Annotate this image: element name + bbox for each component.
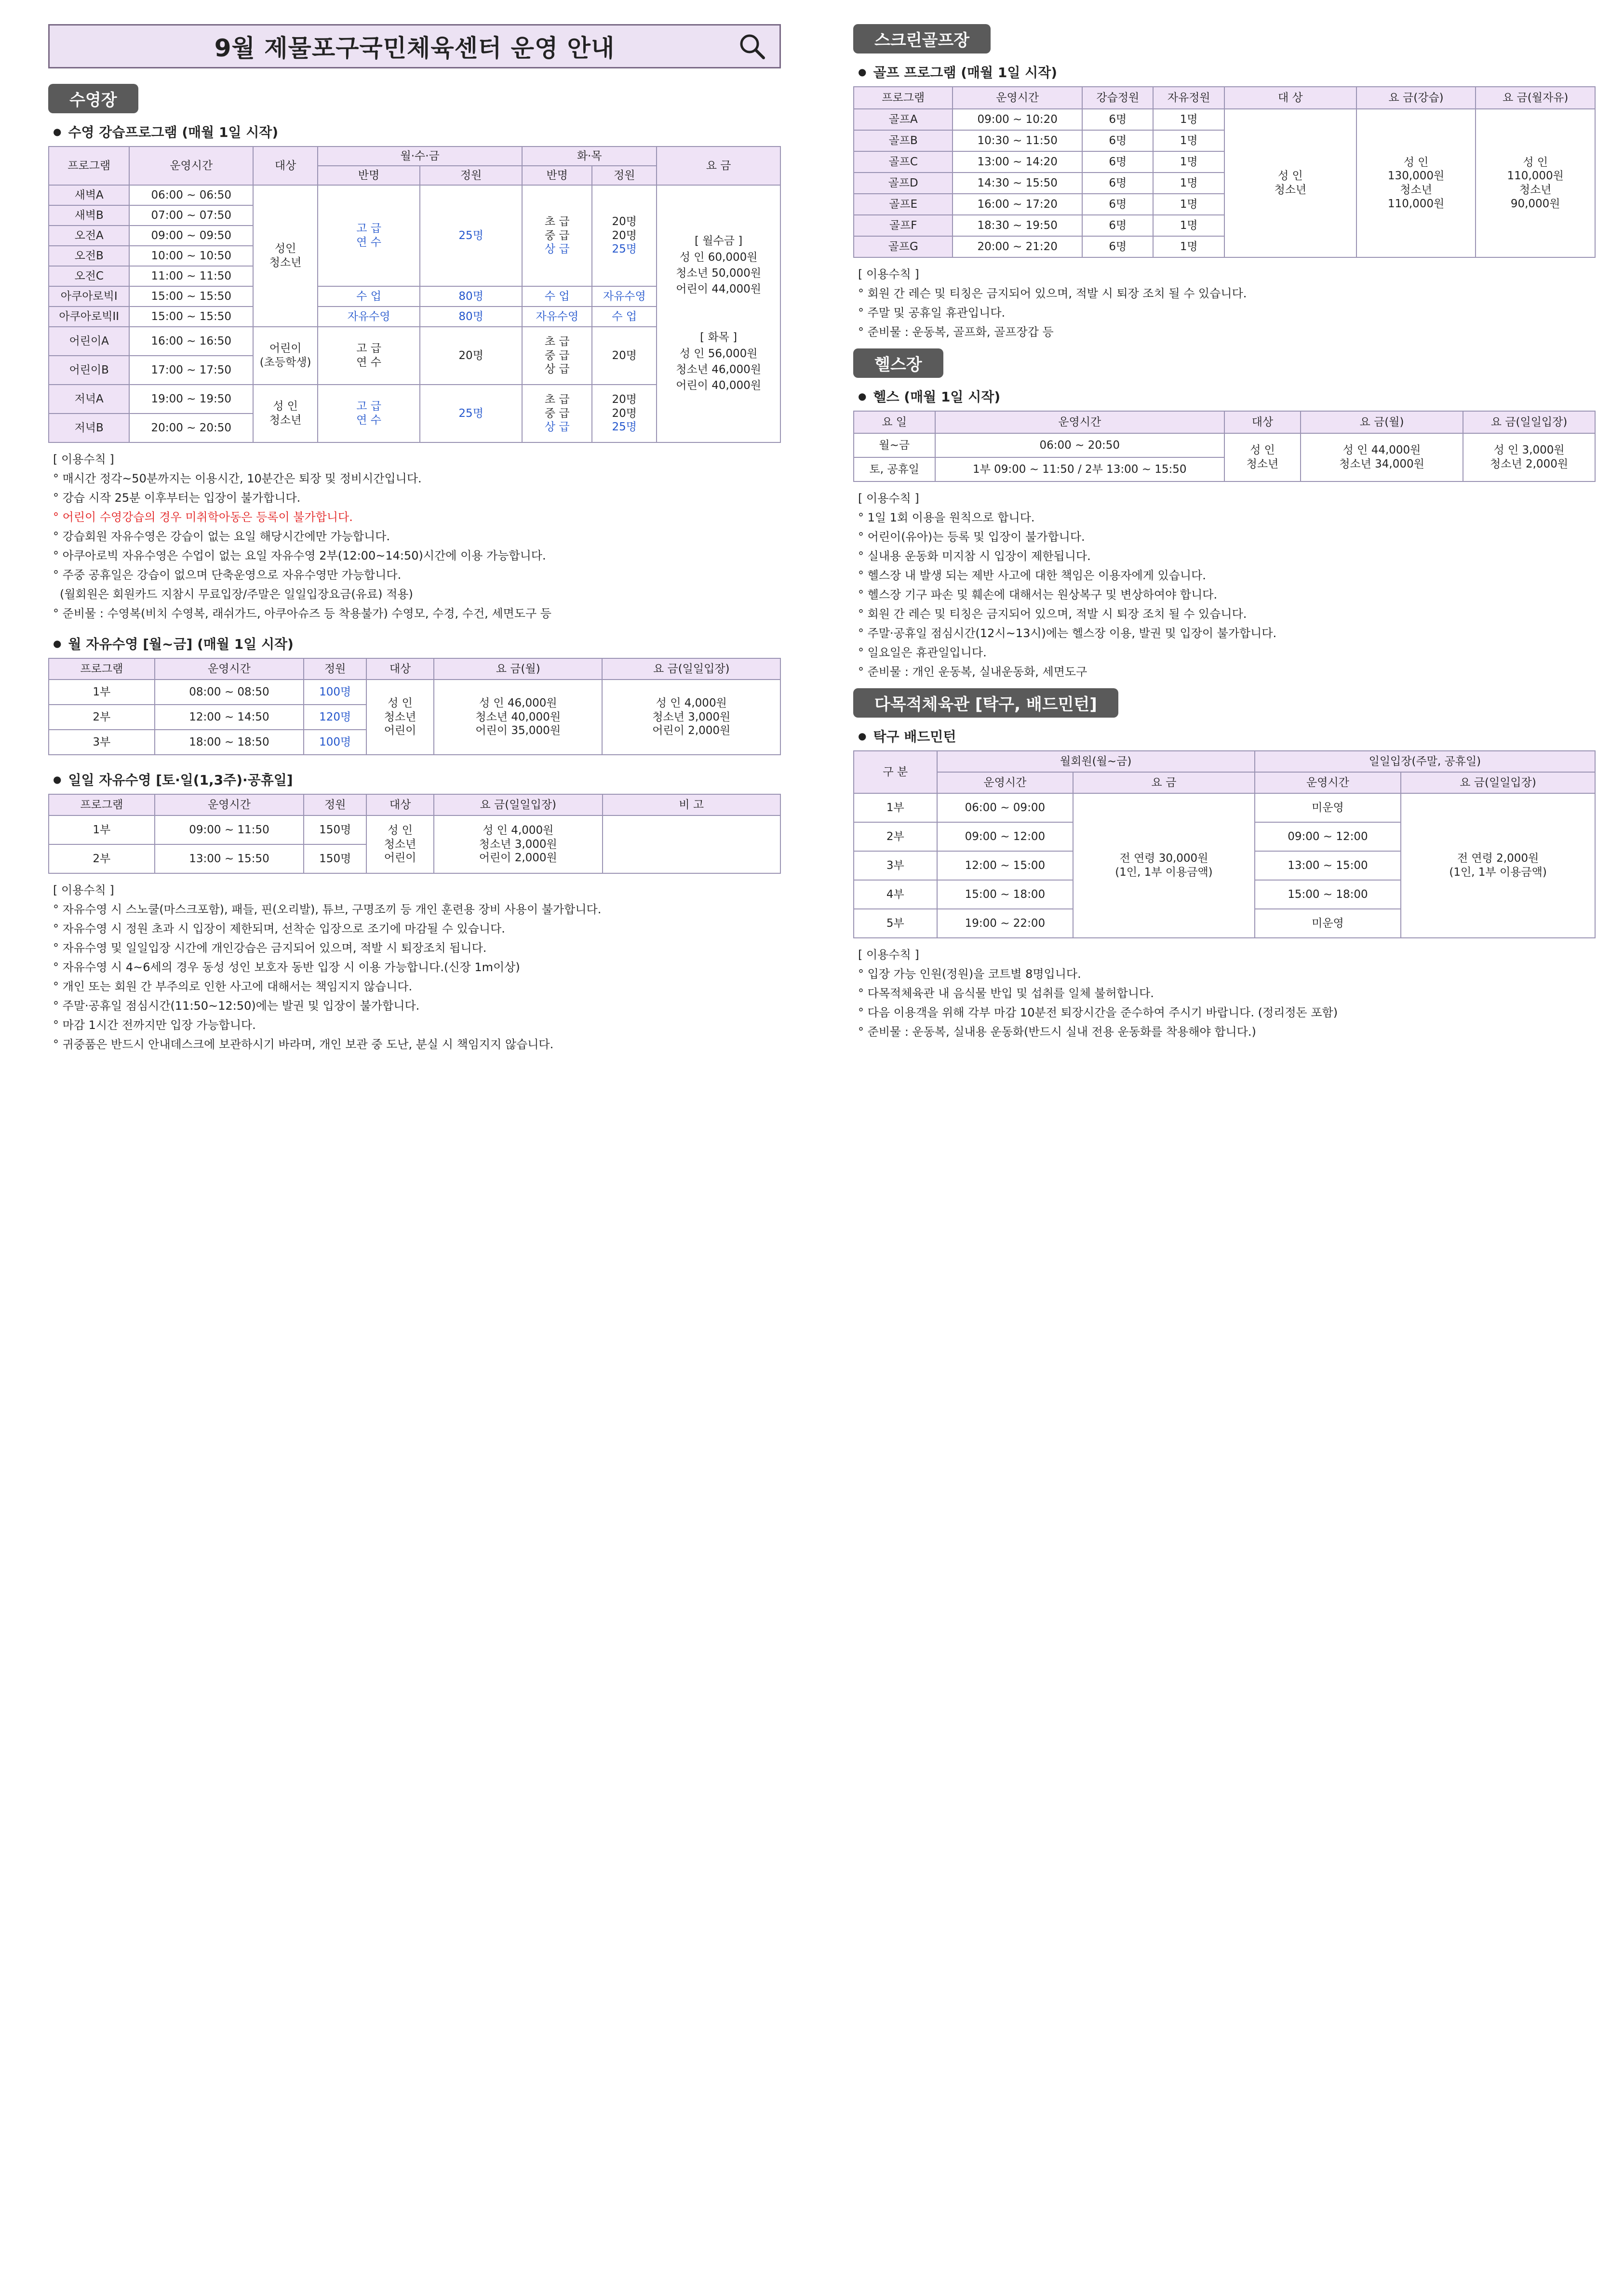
table-cell: [ 월수금 ] 성 인 60,000원 청소년 50,000원 어린이 44,000원 [ 화목 ] 성 인 56,000원 청소년 46,000원 어린이 40,000원 [657, 185, 780, 442]
table-cell [603, 815, 780, 873]
rule-item: ° 어린이(유아)는 등록 및 입장이 불가합니다. [858, 530, 1085, 544]
table-cell: 전 연령 2,000원 (1인, 1부 이용금액) [1401, 793, 1595, 938]
table-cell: 성 인 청소년 [1224, 109, 1356, 257]
table-cell: 18:00 ~ 18:50 [155, 730, 304, 755]
th-program: 프로그램 [49, 658, 155, 680]
table-cell: 20명 20명 25명 [592, 185, 657, 286]
th-fee-month: 요 금(월) [1301, 411, 1463, 433]
table-cell: 새벽A [49, 185, 129, 205]
rule-item: ° 입장 가능 인원(정원)을 코트별 8명입니다. [858, 967, 1081, 981]
th-time: 운영시간 [935, 411, 1224, 433]
th-daily: 일일입장(주말, 공휴일) [1255, 751, 1595, 772]
table-cell: 80명 [420, 286, 522, 307]
table-cell: 13:00 ~ 14:20 [953, 151, 1082, 173]
table-cell: 자유수영 [522, 307, 592, 327]
th-time: 운영시간 [1255, 772, 1401, 793]
th-cap: 정원 [304, 658, 366, 680]
rule-item: ° 주말 및 공휴일 휴관입니다. [858, 306, 1006, 320]
th-time: 운영시간 [937, 772, 1073, 793]
table-cell: 10:00 ~ 10:50 [129, 246, 253, 266]
table-cell: 10:30 ~ 11:50 [953, 130, 1082, 151]
table-cell: 11:00 ~ 11:50 [129, 266, 253, 286]
gym-table [853, 411, 1596, 482]
th-time: 운영시간 [155, 794, 304, 815]
table-cell: 성 인 46,000원 청소년 40,000원 어린이 35,000원 [434, 680, 603, 755]
table-cell: 저녁B [49, 414, 129, 442]
table-cell: 6명 [1082, 130, 1153, 151]
golf-title: ● 골프 프로그램 (매월 1일 시작) [858, 62, 1596, 81]
rules-title: [ 이용수칙 ] [858, 948, 919, 961]
th-fee: 요 금 [1073, 772, 1255, 793]
table-cell: 15:00 ~ 18:00 [937, 880, 1073, 909]
th-target: 대상 [253, 147, 318, 185]
table-cell: 06:00 ~ 20:50 [935, 433, 1224, 457]
rule-item: ° 헬스장 내 발생 되는 제반 사고에 대한 책임은 이용자에게 있습니다. [858, 569, 1206, 582]
table-cell: 미운영 [1255, 909, 1401, 938]
table-cell: 골프D [854, 173, 953, 194]
golf-table [853, 86, 1596, 258]
table-cell: 성 인 4,000원 청소년 3,000원 어린이 2,000원 [602, 680, 780, 755]
table-cell: 골프C [854, 151, 953, 173]
table-cell: 14:30 ~ 15:50 [953, 173, 1082, 194]
table-cell: 토, 공휴일 [854, 457, 935, 481]
table-cell: 수 업 [592, 307, 657, 327]
table-cell: 아쿠아로빅II [49, 307, 129, 327]
table-cell: 오전A [49, 226, 129, 246]
table-cell: 25명 [420, 185, 522, 286]
rule-item: ° 어린이 수영강습의 경우 미취학아동은 등록이 불가합니다. [53, 510, 353, 524]
table-cell: 100명 [304, 730, 366, 755]
table-cell: 어린이A [49, 327, 129, 356]
rule-item: ° 준비물 : 수영복(비치 수영복, 래쉬가드, 아쿠아슈즈 등 착용불가) 수영모, 수경, 수건, 세면도구 등 [53, 607, 551, 620]
table-cell: 고 급 연 수 [318, 327, 420, 385]
rule-item: ° 다목적체육관 내 음식물 반입 및 섭취를 일체 불허합니다. [858, 987, 1154, 1000]
table-cell: 새벽B [49, 205, 129, 226]
th-lesson-cap: 강습정원 [1082, 87, 1153, 109]
th-program: 프로그램 [49, 794, 155, 815]
table-cell: 1명 [1153, 109, 1224, 130]
section-pool: 수영장 [48, 84, 138, 113]
table-cell: 골프G [854, 236, 953, 257]
th-tt: 화·목 [522, 147, 657, 166]
rule-item: ° 자유수영 시 4~6세의 경우 동성 성인 보호자 동반 입장 시 이용 가능합니다.(신장 1m이상) [53, 961, 520, 974]
table-cell: 20명 [420, 327, 522, 385]
th-fee-month: 요 금(월자유) [1476, 87, 1595, 109]
th-day: 요 일 [854, 411, 935, 433]
rule-item: ° 마감 1시간 전까지만 입장 가능합니다. [53, 1018, 256, 1032]
th-class: 반명 [522, 166, 592, 185]
table-cell: 19:00 ~ 22:00 [937, 909, 1073, 938]
th-monthly: 월회원(월~금) [937, 751, 1255, 772]
table-cell: 2부 [49, 844, 155, 873]
table-cell: 초 급 중 급 상 급 [522, 385, 592, 442]
rules-title: [ 이용수칙 ] [858, 492, 919, 505]
daily-free-title: ● 일일 자유수영 [토·일(1,3주)·공휴일] [53, 770, 781, 789]
table-cell: 1부 [49, 680, 155, 705]
search-icon[interactable] [738, 32, 766, 60]
rule-item: ° 자유수영 및 일일입장 시간에 개인강습은 금지되어 있으며, 적발 시 퇴장조치 됩니다. [53, 941, 487, 955]
table-cell: 15:00 ~ 15:50 [129, 286, 253, 307]
table-cell: 수 업 [318, 286, 420, 307]
rules-title: [ 이용수칙 ] [53, 453, 114, 466]
table-cell: 19:00 ~ 19:50 [129, 385, 253, 414]
table-cell: 미운영 [1255, 793, 1401, 822]
table-cell: 골프E [854, 194, 953, 215]
table-cell: 6명 [1082, 236, 1153, 257]
table-cell: 1부 09:00 ~ 11:50 / 2부 13:00 ~ 15:50 [935, 457, 1224, 481]
table-cell: 고 급 연 수 [318, 385, 420, 442]
right-column [853, 24, 1596, 1041]
th-cap: 정원 [592, 166, 657, 185]
table-cell: 성 인 44,000원 청소년 34,000원 [1301, 433, 1463, 481]
rule-item: (월회원은 회원카드 지참시 무료입장/주말은 일일입장요금(유료) 적용) [60, 587, 413, 601]
table-cell: 수 업 [522, 286, 592, 307]
table-cell: 15:00 ~ 18:00 [1255, 880, 1401, 909]
rule-item: ° 주말·공휴일 점심시간(12시~13시)에는 헬스장 이용, 발권 및 입장이 불가합니다. [858, 627, 1277, 640]
table-cell: 12:00 ~ 14:50 [155, 705, 304, 730]
table-cell: 성 인 110,000원 청소년 90,000원 [1476, 109, 1595, 257]
th-target: 대상 [366, 794, 434, 815]
page-banner [48, 24, 781, 68]
th-fee-day: 요 금(일일입장) [1401, 772, 1595, 793]
table-cell: 자유수영 [318, 307, 420, 327]
rule-item: ° 자유수영 시 정원 초과 시 입장이 제한되며, 선착순 입장으로 조기에 마감될 수 있습니다. [53, 922, 505, 935]
table-cell: 20명 20명 25명 [592, 385, 657, 442]
section-gym: 헬스장 [853, 348, 943, 378]
table-cell: 20:00 ~ 20:50 [129, 414, 253, 442]
pool-lesson-table [48, 146, 781, 443]
table-cell: 6명 [1082, 109, 1153, 130]
th-cap: 정원 [420, 166, 522, 185]
th-time: 운영시간 [953, 87, 1082, 109]
rule-item: ° 실내용 운동화 미지참 시 입장이 제한됩니다. [858, 549, 1091, 563]
table-cell: 성 인 130,000원 청소년 110,000원 [1356, 109, 1476, 257]
rules-title: [ 이용수칙 ] [858, 267, 919, 281]
table-cell: 4부 [854, 880, 937, 909]
table-cell: 09:00 ~ 10:20 [953, 109, 1082, 130]
table-cell: 오전B [49, 246, 129, 266]
table-cell: 1부 [854, 793, 937, 822]
table-cell: 자유수영 [592, 286, 657, 307]
table-cell: 1명 [1153, 194, 1224, 215]
section-golf: 스크린골프장 [853, 24, 991, 53]
rule-item: ° 주말·공휴일 점심시간(11:50~12:50)에는 발권 및 입장이 불가합니다. [53, 999, 420, 1013]
table-cell: 성 인 청소년 어린이 [366, 815, 434, 873]
section-multipurpose: 다목적체육관 [탁구, 배드민턴] [853, 688, 1118, 718]
table-cell: 초 급 중 급 상 급 [522, 185, 592, 286]
table-cell: 저녁A [49, 385, 129, 414]
table-cell: 전 연령 30,000원 (1인, 1부 이용금액) [1073, 793, 1255, 938]
rules-title: [ 이용수칙 ] [53, 883, 114, 897]
table-cell: 초 급 중 급 상 급 [522, 327, 592, 385]
table-cell: 09:00 ~ 09:50 [129, 226, 253, 246]
th-program: 프로그램 [49, 147, 129, 185]
table-cell: 20명 [592, 327, 657, 385]
monthly-free-table [48, 658, 781, 755]
th-target: 대상 [366, 658, 434, 680]
table-cell: 80명 [420, 307, 522, 327]
pool-lesson-title: ● 수영 강습프로그램 (매월 1일 시작) [53, 122, 781, 141]
rule-item: ° 매시간 정각~50분까지는 이용시간, 10분간은 퇴장 및 정비시간입니다. [53, 472, 422, 485]
table-cell: 08:00 ~ 08:50 [155, 680, 304, 705]
table-cell: 오전C [49, 266, 129, 286]
table-cell: 성 인 청소년 [253, 385, 318, 442]
rule-item: ° 회원 간 레슨 및 티칭은 금지되어 있으며, 적발 시 퇴장 조치 될 수 있습니다. [858, 607, 1247, 621]
table-cell: 150명 [304, 844, 366, 873]
table-cell: 1부 [49, 815, 155, 844]
table-cell: 100명 [304, 680, 366, 705]
table-cell: 6명 [1082, 173, 1153, 194]
table-cell: 골프A [854, 109, 953, 130]
table-cell: 2부 [854, 822, 937, 851]
rule-item: ° 강습 시작 25분 이후부터는 입장이 불가합니다. [53, 491, 301, 505]
rule-item: ° 다음 이용객을 위해 각부 마감 10분전 퇴장시간을 준수하여 주시기 바랍니다. (정리정돈 포함) [858, 1006, 1338, 1019]
table-cell: 1명 [1153, 130, 1224, 151]
rule-item: ° 주중 공휴일은 강습이 없으며 단축운영으로 자유수영만 가능합니다. [53, 568, 402, 582]
table-cell: 5부 [854, 909, 937, 938]
table-cell: 16:00 ~ 16:50 [129, 327, 253, 356]
rule-item: ° 준비물 : 운동복, 실내용 운동화(반드시 실내 전용 운동화를 착용해야 합니다.) [858, 1025, 1256, 1039]
th-fee-month: 요 금(월) [434, 658, 603, 680]
table-cell: 1명 [1153, 173, 1224, 194]
table-cell: 150명 [304, 815, 366, 844]
th-class: 반명 [318, 166, 420, 185]
table-cell: 1명 [1153, 215, 1224, 236]
rule-item: ° 준비물 : 운동복, 골프화, 골프장갑 등 [858, 325, 1054, 339]
table-cell: 성인 청소년 [253, 185, 318, 327]
banner-title: 9월 제물포구국민체육센터 운영 안내 [214, 34, 615, 62]
rule-item: ° 강습회원 자유수영은 강습이 없는 요일 해당시간에만 가능합니다. [53, 530, 390, 543]
table-cell: 16:00 ~ 17:20 [953, 194, 1082, 215]
table-cell: 골프B [854, 130, 953, 151]
table-cell: 1명 [1153, 236, 1224, 257]
table-cell: 6명 [1082, 194, 1153, 215]
table-cell: 12:00 ~ 15:00 [937, 851, 1073, 880]
th-fee-lesson: 요 금(강습) [1356, 87, 1476, 109]
table-cell: 17:00 ~ 17:50 [129, 356, 253, 385]
table-cell: 6명 [1082, 151, 1153, 173]
rule-item: ° 준비물 : 개인 운동복, 실내운동화, 세면도구 [858, 665, 1087, 679]
th-fee: 요 금(일일입장) [434, 794, 603, 815]
table-cell: 골프F [854, 215, 953, 236]
th-mwf: 월·수·금 [318, 147, 522, 166]
gym-title: ● 헬스 (매월 1일 시작) [858, 387, 1596, 406]
rule-item: ° 1일 1회 이용을 원칙으로 합니다. [858, 511, 1035, 524]
table-cell: 6명 [1082, 215, 1153, 236]
table-cell: 120명 [304, 705, 366, 730]
table-cell: 성 인 청소년 어린이 [366, 680, 434, 755]
gym-rules [858, 489, 1596, 681]
table-cell: 고 급 연 수 [318, 185, 420, 286]
table-cell: 15:00 ~ 15:50 [129, 307, 253, 327]
table-cell: 어린이 (초등학생) [253, 327, 318, 385]
table-cell: 13:00 ~ 15:00 [1255, 851, 1401, 880]
rule-item: ° 회원 간 레슨 및 티칭은 금지되어 있으며, 적발 시 퇴장 조치 될 수 있습니다. [858, 287, 1247, 300]
th-target: 대 상 [1224, 87, 1356, 109]
pool-rules [53, 450, 781, 623]
th-program: 프로그램 [854, 87, 953, 109]
table-cell: 어린이B [49, 356, 129, 385]
th-fee-day: 요 금(일일입장) [1463, 411, 1595, 433]
table-cell: 25명 [420, 385, 522, 442]
table-cell: 1명 [1153, 151, 1224, 173]
th-cap: 정원 [304, 794, 366, 815]
rule-item: ° 자유수영 시 스노쿨(마스크포함), 패들, 핀(오리발), 튜브, 구명조끼 등 개인 훈련용 장비 사용이 불가합니다. [53, 903, 602, 916]
table-cell: 20:00 ~ 21:20 [953, 236, 1082, 257]
table-cell: 3부 [49, 730, 155, 755]
table-cell: 06:00 ~ 09:00 [937, 793, 1073, 822]
table-cell: 06:00 ~ 06:50 [129, 185, 253, 205]
table-cell: 성 인 청소년 [1224, 433, 1301, 481]
table-cell: 18:30 ~ 19:50 [953, 215, 1082, 236]
th-fee-day: 요 금(일일입장) [602, 658, 780, 680]
rule-item: ° 일요일은 휴관일입니다. [858, 646, 987, 659]
table-cell: 09:00 ~ 11:50 [155, 815, 304, 844]
multi-table [853, 750, 1596, 938]
table-cell: 09:00 ~ 12:00 [1255, 822, 1401, 851]
free-swim-rules [53, 881, 781, 1054]
th-note: 비 고 [603, 794, 780, 815]
rule-item: ° 헬스장 기구 파손 및 훼손에 대해서는 원상복구 및 변상하여야 합니다. [858, 588, 1218, 601]
table-cell: 3부 [854, 851, 937, 880]
golf-rules [858, 265, 1596, 342]
rule-item: ° 귀중품은 반드시 안내데스크에 보관하시기 바라며, 개인 보관 중 도난, 분실 시 책임지지 않습니다. [53, 1038, 554, 1051]
multi-rules [858, 945, 1596, 1041]
rule-item: ° 아쿠아로빅 자유수영은 수업이 없는 요일 자유수영 2부(12:00~14:50)시간에 이용 가능합니다. [53, 549, 546, 562]
table-cell: 아쿠아로빅I [49, 286, 129, 307]
table-cell: 월~금 [854, 433, 935, 457]
th-target: 대상 [1224, 411, 1301, 433]
table-cell: 09:00 ~ 12:00 [937, 822, 1073, 851]
left-column [48, 24, 781, 1054]
table-cell: 13:00 ~ 15:50 [155, 844, 304, 873]
th-fee: 요 금 [657, 147, 780, 185]
th-time: 운영시간 [129, 147, 253, 185]
monthly-free-title: ● 월 자유수영 [월~금] (매월 1일 시작) [53, 634, 781, 653]
table-cell: 2부 [49, 705, 155, 730]
daily-free-table [48, 794, 781, 874]
table-cell: 성 인 3,000원 청소년 2,000원 [1463, 433, 1595, 481]
table-cell: 07:00 ~ 07:50 [129, 205, 253, 226]
multi-title: ● 탁구 배드민턴 [858, 726, 1596, 746]
th-free-cap: 자유정원 [1153, 87, 1224, 109]
rule-item: ° 개인 또는 회원 간 부주의로 인한 사고에 대해서는 책임지지 않습니다. [53, 980, 413, 993]
th-time: 운영시간 [155, 658, 304, 680]
th-division: 구 분 [854, 751, 937, 793]
table-cell: 성 인 4,000원 청소년 3,000원 어린이 2,000원 [434, 815, 603, 873]
